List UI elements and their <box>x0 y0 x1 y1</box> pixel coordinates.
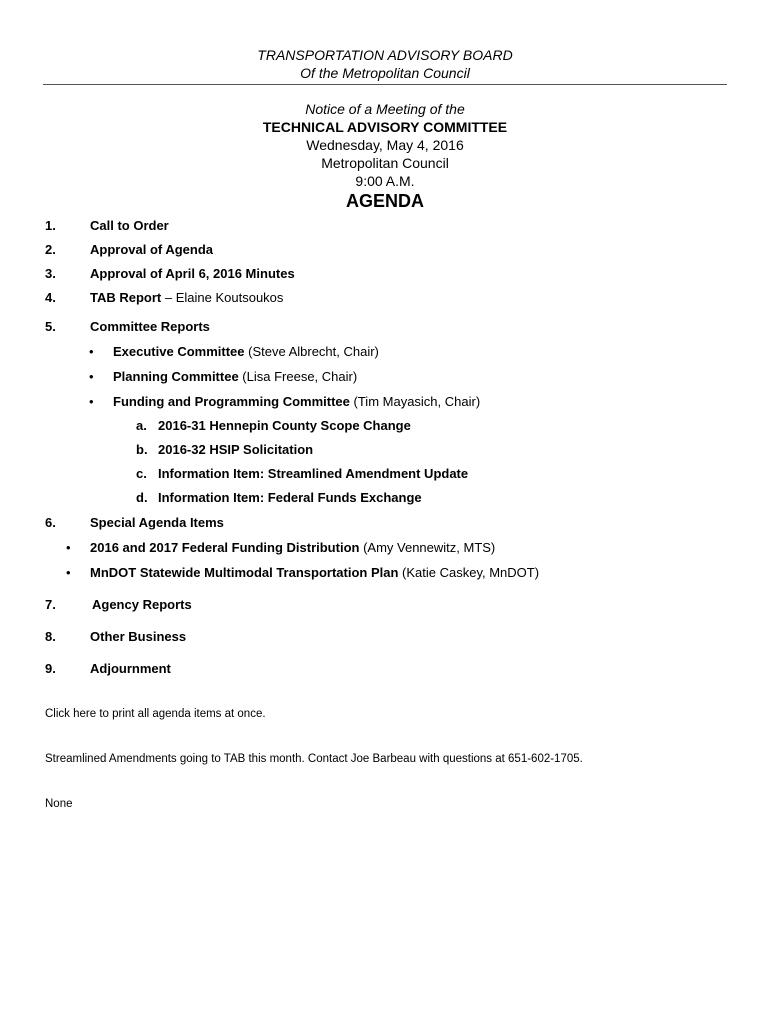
item-number: 2. <box>45 242 56 257</box>
item-label: Special Agenda Items <box>90 515 224 530</box>
subitem-label: 2016-32 HSIP Solicitation <box>158 442 314 457</box>
bullet-icon: • <box>66 565 71 580</box>
subitem-letter: c. <box>136 466 147 481</box>
item-label: Adjournment <box>90 661 171 676</box>
item-number: 5. <box>45 319 56 334</box>
item-number: 8. <box>45 629 56 644</box>
board-subtitle: Of the Metropolitan Council <box>300 65 470 81</box>
subitem-letter: b. <box>136 442 148 457</box>
bullet-icon: • <box>66 540 71 555</box>
item-title: TAB Report <box>90 290 162 305</box>
item-label: Call to Order <box>90 218 169 233</box>
item-number: 9. <box>45 661 56 676</box>
committee-report: Funding and Programming Committee (Tim Mayasich, Chair) <box>113 394 481 409</box>
subitem-label: 2016-31 Hennepin County Scope Change <box>158 418 411 433</box>
none-note: None <box>45 798 73 810</box>
special-item: MnDOT Statewide Multimodal Transportation Plan (Katie Caskey, MnDOT) <box>90 565 540 580</box>
subitem-label: Information Item: Streamlined Amendment Update <box>158 466 469 481</box>
item-label: Committee Reports <box>90 319 210 334</box>
committee-report: Planning Committee (Lisa Freese, Chair) <box>113 369 358 384</box>
item-presenter: – Elaine Koutsoukos <box>161 290 284 305</box>
streamlined-note: Streamlined Amendments going to TAB this month. Contact Joe Barbeau with questions at 651-602-1705. <box>45 753 583 765</box>
meeting-time: 9:00 A.M. <box>355 173 415 189</box>
item-label <box>90 290 283 306</box>
subitem-letter: a. <box>136 418 147 433</box>
item-number: 3. <box>45 266 56 281</box>
subitem-label: Information Item: Federal Funds Exchange <box>158 490 422 505</box>
item-number: 6. <box>45 515 56 530</box>
item-number: 1. <box>45 218 56 233</box>
header-divider <box>43 84 727 85</box>
item-label: Approval of Agenda <box>90 242 214 257</box>
committee-report: Executive Committee (Steve Albrecht, Chair) <box>113 344 379 359</box>
item-label: Agency Reports <box>92 597 192 612</box>
bullet-icon: • <box>89 369 94 384</box>
board-title: TRANSPORTATION ADVISORY BOARD <box>257 47 513 63</box>
notice-line: Notice of a Meeting of the <box>305 101 465 117</box>
item-number: 7. <box>45 597 56 612</box>
item-label: Approval of April 6, 2016 Minutes <box>90 266 295 281</box>
subitem-letter: d. <box>136 490 148 505</box>
print-all-link[interactable]: Click here to print all agenda items at once. <box>45 708 266 720</box>
item-number: 4. <box>45 290 56 305</box>
bullet-icon: • <box>89 394 94 409</box>
meeting-date: Wednesday, May 4, 2016 <box>306 137 464 153</box>
special-item: 2016 and 2017 Federal Funding Distribution (Amy Vennewitz, MTS) <box>90 540 496 555</box>
item-label: Other Business <box>90 629 187 644</box>
committee-name: TECHNICAL ADVISORY COMMITTEE <box>262 119 508 135</box>
agenda-title: AGENDA <box>345 191 424 211</box>
bullet-icon: • <box>89 344 94 359</box>
meeting-location: Metropolitan Council <box>321 155 449 171</box>
